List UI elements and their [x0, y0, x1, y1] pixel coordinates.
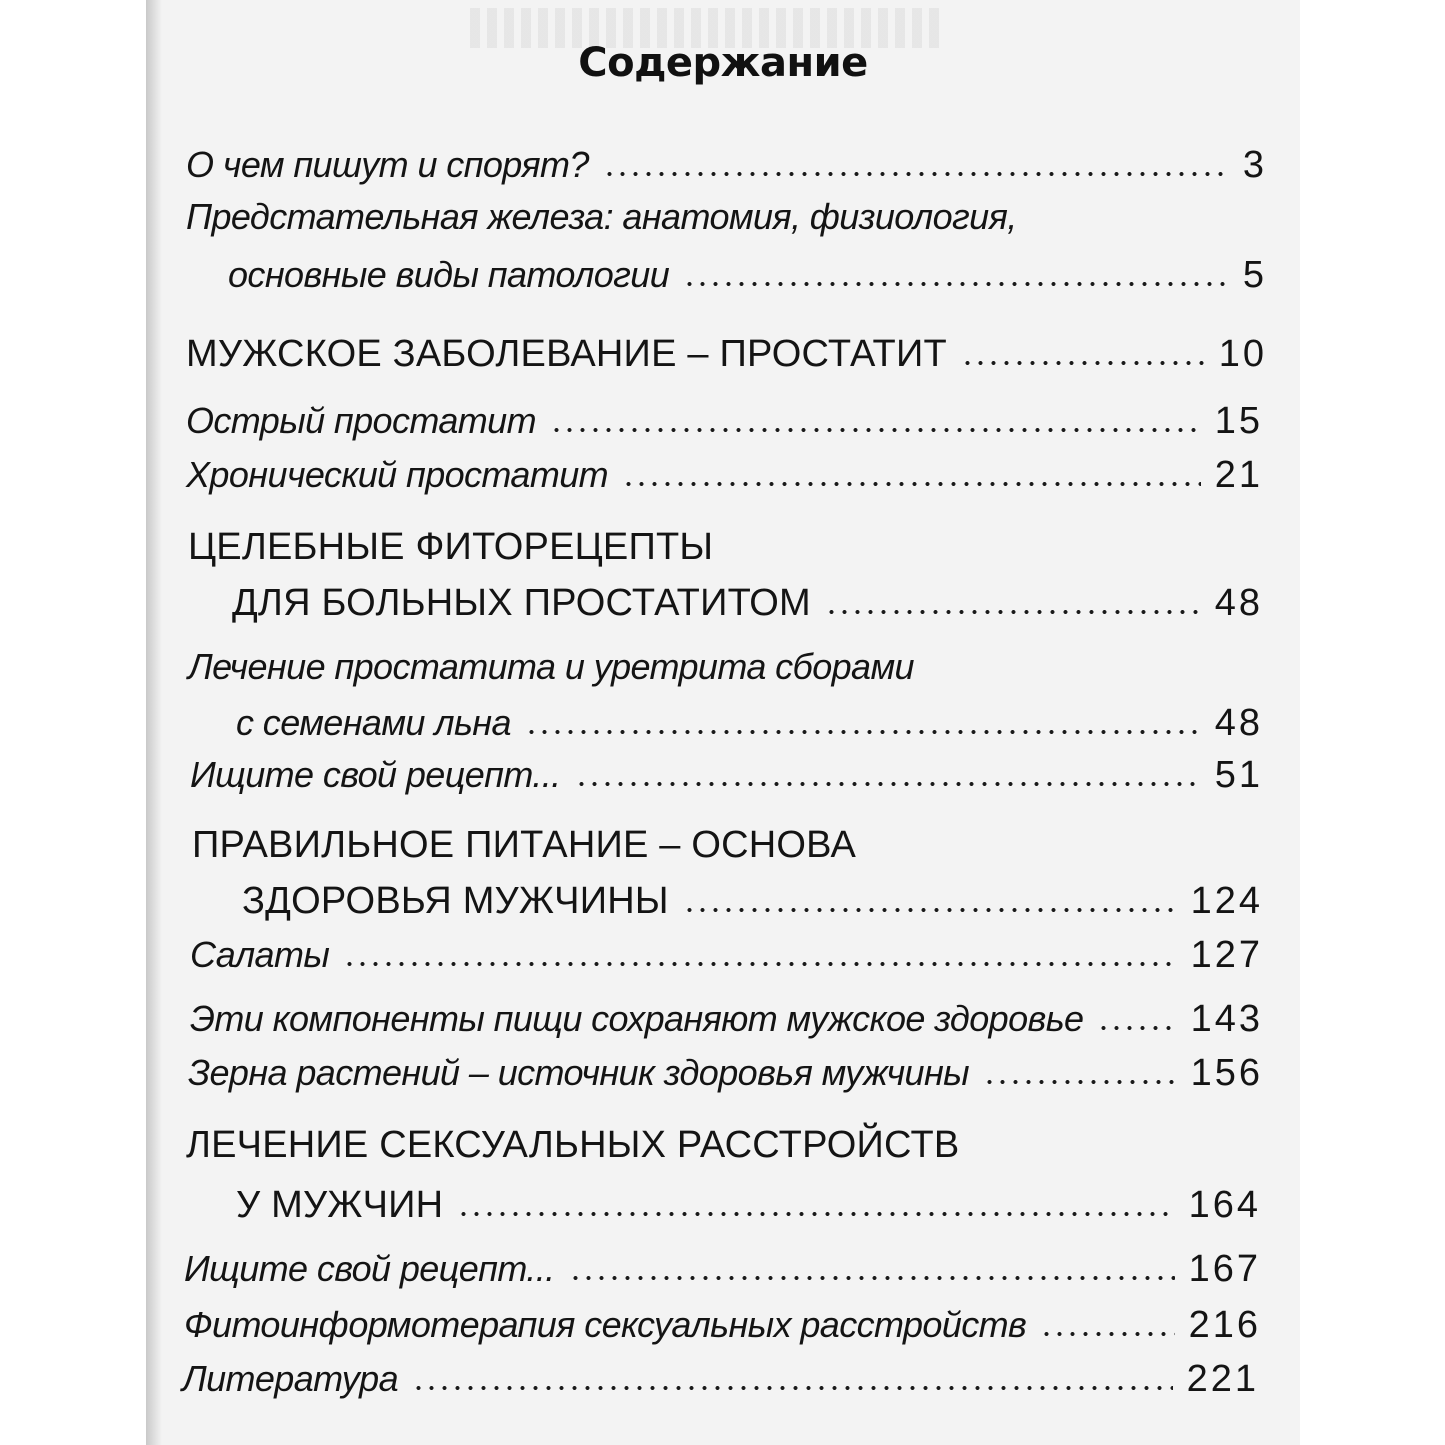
toc-section-title-line1: ЦЕЛЕБНЫЕ ФИТОРЕЦЕПТЫ — [188, 526, 714, 568]
toc-entry-title: Острый простатит — [186, 400, 536, 441]
toc-entry-title: основные виды патологии — [228, 254, 670, 295]
toc-entry-title-line1: Предстательная железа: анатомия, физиология, — [186, 196, 1017, 237]
dot-leader — [1097, 1025, 1176, 1031]
toc-entry — [190, 998, 1263, 1041]
toc-section-title: МУЖСКОЕ ЗАБОЛЕВАНИЕ – ПРОСТАТИТ — [186, 333, 947, 375]
toc-entry-title: Ищите свой рецепт... — [184, 1248, 555, 1289]
toc-entry-page: 156 — [1190, 1052, 1263, 1094]
toc-section-title: ЗДОРОВЬЯ МУЖЧИНЫ — [242, 880, 669, 922]
toc-entry — [186, 454, 1263, 497]
dot-leader — [569, 1275, 1175, 1281]
toc-entry — [228, 254, 1267, 297]
toc-entry-title: Эти компоненты пищи сохраняют мужское здоровье — [190, 998, 1084, 1039]
toc-entry-title: Зерна растений – источник здоровья мужчины — [188, 1052, 970, 1093]
toc-section — [232, 582, 1263, 625]
dot-leader — [343, 961, 1176, 967]
toc-entry-page: 167 — [1188, 1248, 1261, 1290]
toc-entry — [236, 702, 1263, 745]
dot-leader — [683, 281, 1229, 287]
dot-leader — [825, 609, 1201, 615]
toc-section — [186, 333, 1267, 376]
toc-section — [236, 1184, 1261, 1227]
dot-leader — [525, 729, 1201, 735]
toc-entry-title: Фитоинформотерапия сексуальных расстройств — [184, 1304, 1027, 1345]
toc-entry-title: Хронический простатит — [186, 454, 609, 495]
dot-leader — [683, 907, 1177, 913]
dot-leader — [575, 781, 1201, 787]
toc-entry-title: Салаты — [190, 934, 330, 975]
toc-entry-page: 5 — [1242, 254, 1267, 296]
toc-entry-page: 216 — [1188, 1304, 1261, 1346]
toc-section-title-line1: ПРАВИЛЬНОЕ ПИТАНИЕ – ОСНОВА — [192, 824, 856, 866]
toc-entry-page: 15 — [1214, 400, 1263, 442]
dot-leader — [983, 1079, 1177, 1085]
toc-entry-page: 48 — [1214, 702, 1263, 744]
toc-entry-page: 51 — [1214, 754, 1263, 796]
toc-section-title: У МУЖЧИН — [236, 1184, 444, 1226]
toc-entry-title: Литература — [182, 1358, 398, 1399]
toc-entry-page: 221 — [1186, 1358, 1259, 1400]
toc-entry-title: с семенами льна — [236, 702, 511, 743]
toc-entry-page: 48 — [1214, 582, 1263, 624]
toc-entry-page: 124 — [1190, 880, 1263, 922]
toc-entry — [186, 144, 1267, 187]
toc-entry — [188, 1052, 1263, 1095]
toc-entry-title: Ищите свой рецепт... — [190, 754, 561, 795]
dot-leader — [1040, 1331, 1174, 1337]
page-title: Содержание — [578, 40, 868, 86]
dot-leader — [412, 1385, 1173, 1391]
toc-entry-page: 164 — [1188, 1184, 1261, 1226]
toc-entry-page: 21 — [1214, 454, 1263, 496]
toc-entry — [184, 1248, 1261, 1291]
toc-entry-title-line1: Лечение простатита и уретрита сборами — [188, 646, 914, 687]
toc-entry — [184, 1304, 1261, 1347]
toc-entry-page: 127 — [1190, 934, 1263, 976]
toc-section-title: ДЛЯ БОЛЬНЫХ ПРОСТАТИТОМ — [232, 582, 811, 624]
dot-leader — [961, 360, 1205, 366]
toc-entry — [182, 1358, 1259, 1401]
dot-leader — [622, 481, 1201, 487]
toc-section-title-line1: ЛЕЧЕНИЕ СЕКСУАЛЬНЫХ РАССТРОЙСТВ — [186, 1124, 960, 1166]
toc-entry-title: О чем пишут и спорят? — [186, 144, 589, 185]
toc-section — [242, 880, 1263, 923]
dot-leader — [550, 427, 1201, 433]
toc-entry — [186, 400, 1263, 443]
page-shadow — [146, 0, 162, 1445]
dot-leader — [603, 171, 1229, 177]
dot-leader — [457, 1211, 1174, 1217]
toc-entry — [190, 754, 1263, 797]
toc-entry — [190, 934, 1263, 977]
toc-entry-page: 10 — [1218, 333, 1267, 375]
toc-entry-page: 143 — [1190, 998, 1263, 1040]
toc-entry-page: 3 — [1242, 144, 1267, 186]
